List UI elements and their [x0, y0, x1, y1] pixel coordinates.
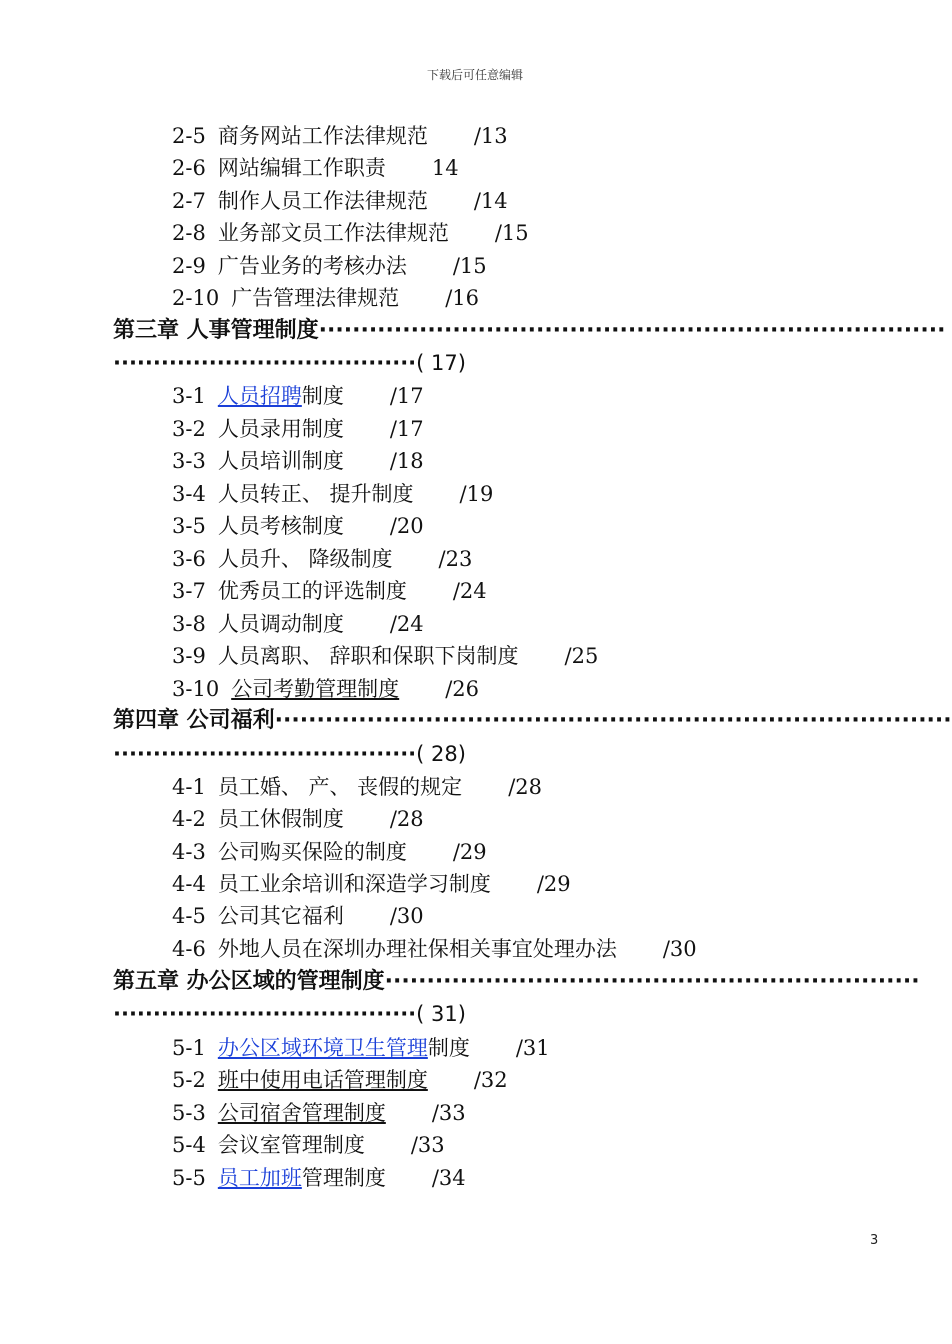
entry-number: 3-8	[172, 612, 206, 636]
toc-entry-3-5[interactable]	[172, 511, 424, 541]
entry-page: /34	[431, 1166, 466, 1190]
leader-dots: ···········································································	[318, 318, 946, 343]
entry-number: 3-6	[172, 547, 206, 571]
entry-page: /15	[452, 254, 487, 278]
toc-entry-5-3[interactable]	[172, 1098, 466, 1128]
entry-title: 人员转正、 提升制度	[217, 482, 414, 506]
entry-title: 会议室管理制度	[217, 1133, 365, 1157]
entry-title-rest: 制度	[301, 384, 344, 408]
toc-entry-4-3[interactable]	[172, 837, 487, 867]
entry-title: 业务部文员工作法律规范	[217, 221, 449, 245]
chapter-page: ( 28)	[416, 742, 466, 766]
entry-page: /28	[389, 807, 424, 831]
entry-title: 人员培训制度	[217, 449, 344, 473]
entry-number: 3-10	[172, 677, 220, 701]
entry-title: 广告管理法律规范	[231, 286, 400, 310]
entry-page: /18	[389, 449, 424, 473]
entry-page: /16	[445, 286, 479, 310]
entry-number: 5-1	[172, 1036, 206, 1060]
chapter-5-heading[interactable]	[113, 967, 920, 997]
entry-page: /33	[410, 1133, 445, 1157]
entry-title: 外地人员在深圳办理社保相关事宜处理办法	[217, 937, 617, 961]
entry-title: 人员调动制度	[217, 612, 344, 636]
entry-title: 优秀员工的评选制度	[217, 579, 407, 603]
toc-entry-2-10[interactable]	[172, 283, 479, 313]
entry-number: 5-3	[172, 1101, 206, 1125]
entry-number: 2-9	[172, 254, 206, 278]
entry-link[interactable]: 办公区域环境卫生管理	[217, 1036, 428, 1060]
chapter-4-page-line	[113, 739, 466, 769]
entry-number: 2-7	[172, 189, 206, 213]
entry-title-rest: 管理制度	[301, 1166, 386, 1190]
entry-page: /26	[445, 677, 479, 701]
entry-page: 14	[431, 156, 459, 180]
entry-title: 人员升、 降级制度	[217, 547, 393, 571]
entry-page: /17	[389, 417, 424, 441]
toc-entry-4-4[interactable]	[172, 869, 571, 899]
entry-number: 2-6	[172, 156, 206, 180]
chapter-title: 第四章 公司福利	[113, 708, 275, 733]
entry-title: 制作人员工作法律规范	[217, 189, 428, 213]
entry-link[interactable]: 人员招聘	[217, 384, 302, 408]
toc-entry-3-8[interactable]	[172, 609, 424, 639]
entry-number: 3-4	[172, 482, 206, 506]
leader-dots: ······································	[113, 742, 417, 766]
toc-entry-2-7[interactable]	[172, 186, 508, 216]
entry-number: 4-1	[172, 775, 206, 799]
entry-number: 3-7	[172, 579, 206, 603]
entry-page: /29	[536, 872, 571, 896]
chapter-title: 第五章 办公区域的管理制度	[113, 969, 385, 994]
entry-page: /24	[389, 612, 424, 636]
toc-entry-2-8[interactable]	[172, 218, 529, 248]
entry-number: 3-1	[172, 384, 206, 408]
chapter-page: ( 31)	[416, 1002, 466, 1026]
entry-link[interactable]: 员工加班	[217, 1166, 302, 1190]
entry-page: /15	[494, 221, 529, 245]
chapter-page: ( 17)	[416, 351, 466, 375]
entry-number: 4-4	[172, 872, 206, 896]
entry-page: /17	[389, 384, 424, 408]
entry-number: 5-2	[172, 1068, 206, 1092]
toc-entry-5-5[interactable]	[172, 1163, 466, 1193]
entry-number: 2-5	[172, 124, 206, 148]
entry-title: 班中使用电话管理制度	[217, 1068, 428, 1092]
page-number: 3	[870, 1233, 879, 1248]
entry-page: /20	[389, 514, 424, 538]
chapter-3-heading[interactable]	[113, 316, 946, 346]
entry-number: 4-6	[172, 937, 206, 961]
entry-title: 公司购买保险的制度	[217, 840, 407, 864]
leader-dots: ·················································································	[274, 708, 952, 733]
toc-entry-3-6[interactable]	[172, 544, 472, 574]
toc-entry-3-10[interactable]	[172, 674, 479, 704]
entry-page: /24	[452, 579, 487, 603]
entry-title: 公司考勤管理制度	[231, 677, 400, 701]
leader-dots: ······································	[113, 1002, 417, 1026]
entry-page: /13	[473, 124, 508, 148]
entry-number: 5-5	[172, 1166, 206, 1190]
page-header: 下载后可任意编辑	[426, 68, 523, 82]
toc-entry-4-5[interactable]	[172, 901, 424, 931]
toc-entry-5-1[interactable]	[172, 1033, 550, 1063]
toc-entry-2-6[interactable]	[172, 153, 459, 183]
chapter-4-heading[interactable]	[113, 706, 952, 736]
toc-entry-5-4[interactable]	[172, 1130, 445, 1160]
entry-page: /30	[389, 904, 424, 928]
entry-title-rest: 制度	[427, 1036, 470, 1060]
toc-entry-2-5[interactable]	[172, 121, 508, 151]
chapter-title: 第三章 人事管理制度	[113, 318, 319, 343]
entry-number: 3-5	[172, 514, 206, 538]
entry-page: /33	[431, 1101, 466, 1125]
toc-entry-4-6[interactable]	[172, 934, 697, 964]
entry-title: 公司其它福利	[217, 904, 344, 928]
entry-title: 员工休假制度	[217, 807, 344, 831]
chapter-3-page-line	[113, 348, 466, 378]
entry-title: 人员考核制度	[217, 514, 344, 538]
entry-number: 3-9	[172, 644, 206, 668]
entry-number: 2-8	[172, 221, 206, 245]
entry-number: 2-10	[172, 286, 220, 310]
entry-page: /28	[508, 775, 542, 799]
entry-page: /14	[473, 189, 508, 213]
entry-title: 广告业务的考核办法	[217, 254, 407, 278]
toc-entry-3-2[interactable]	[172, 414, 424, 444]
entry-title: 网站编辑工作职责	[217, 156, 386, 180]
toc-entry-3-3[interactable]	[172, 446, 424, 476]
entry-title: 人员离职、 辞职和保职下岗制度	[217, 644, 519, 668]
entry-number: 5-4	[172, 1133, 206, 1157]
toc-entry-5-2[interactable]	[172, 1065, 508, 1095]
toc-entry-4-1[interactable]	[172, 772, 542, 802]
entry-number: 3-2	[172, 417, 206, 441]
toc-entry-3-7[interactable]	[172, 576, 487, 606]
toc-entry-3-1[interactable]	[172, 381, 424, 411]
entry-title: 员工业余培训和深造学习制度	[217, 872, 491, 896]
toc-entry-3-9[interactable]	[172, 641, 598, 671]
toc-entry-2-9[interactable]	[172, 251, 487, 281]
entry-title: 人员录用制度	[217, 417, 344, 441]
entry-number: 4-2	[172, 807, 206, 831]
entry-number: 4-3	[172, 840, 206, 864]
chapter-5-page-line	[113, 999, 466, 1029]
entry-page: /32	[473, 1068, 508, 1092]
entry-page: /30	[662, 937, 697, 961]
entry-page: /23	[438, 547, 473, 571]
entry-page: /19	[459, 482, 494, 506]
entry-title: 商务网站工作法律规范	[217, 124, 428, 148]
entry-number: 4-5	[172, 904, 206, 928]
entry-page: /25	[564, 644, 599, 668]
entry-page: /29	[452, 840, 487, 864]
entry-page: /31	[515, 1036, 550, 1060]
entry-number: 3-3	[172, 449, 206, 473]
entry-title: 公司宿舍管理制度	[217, 1101, 386, 1125]
leader-dots: ······································	[113, 351, 417, 375]
leader-dots: ································································	[384, 969, 920, 994]
toc-entry-3-4[interactable]	[172, 479, 493, 509]
toc-entry-4-2[interactable]	[172, 804, 424, 834]
entry-title: 员工婚、 产、 丧假的规定	[217, 775, 463, 799]
